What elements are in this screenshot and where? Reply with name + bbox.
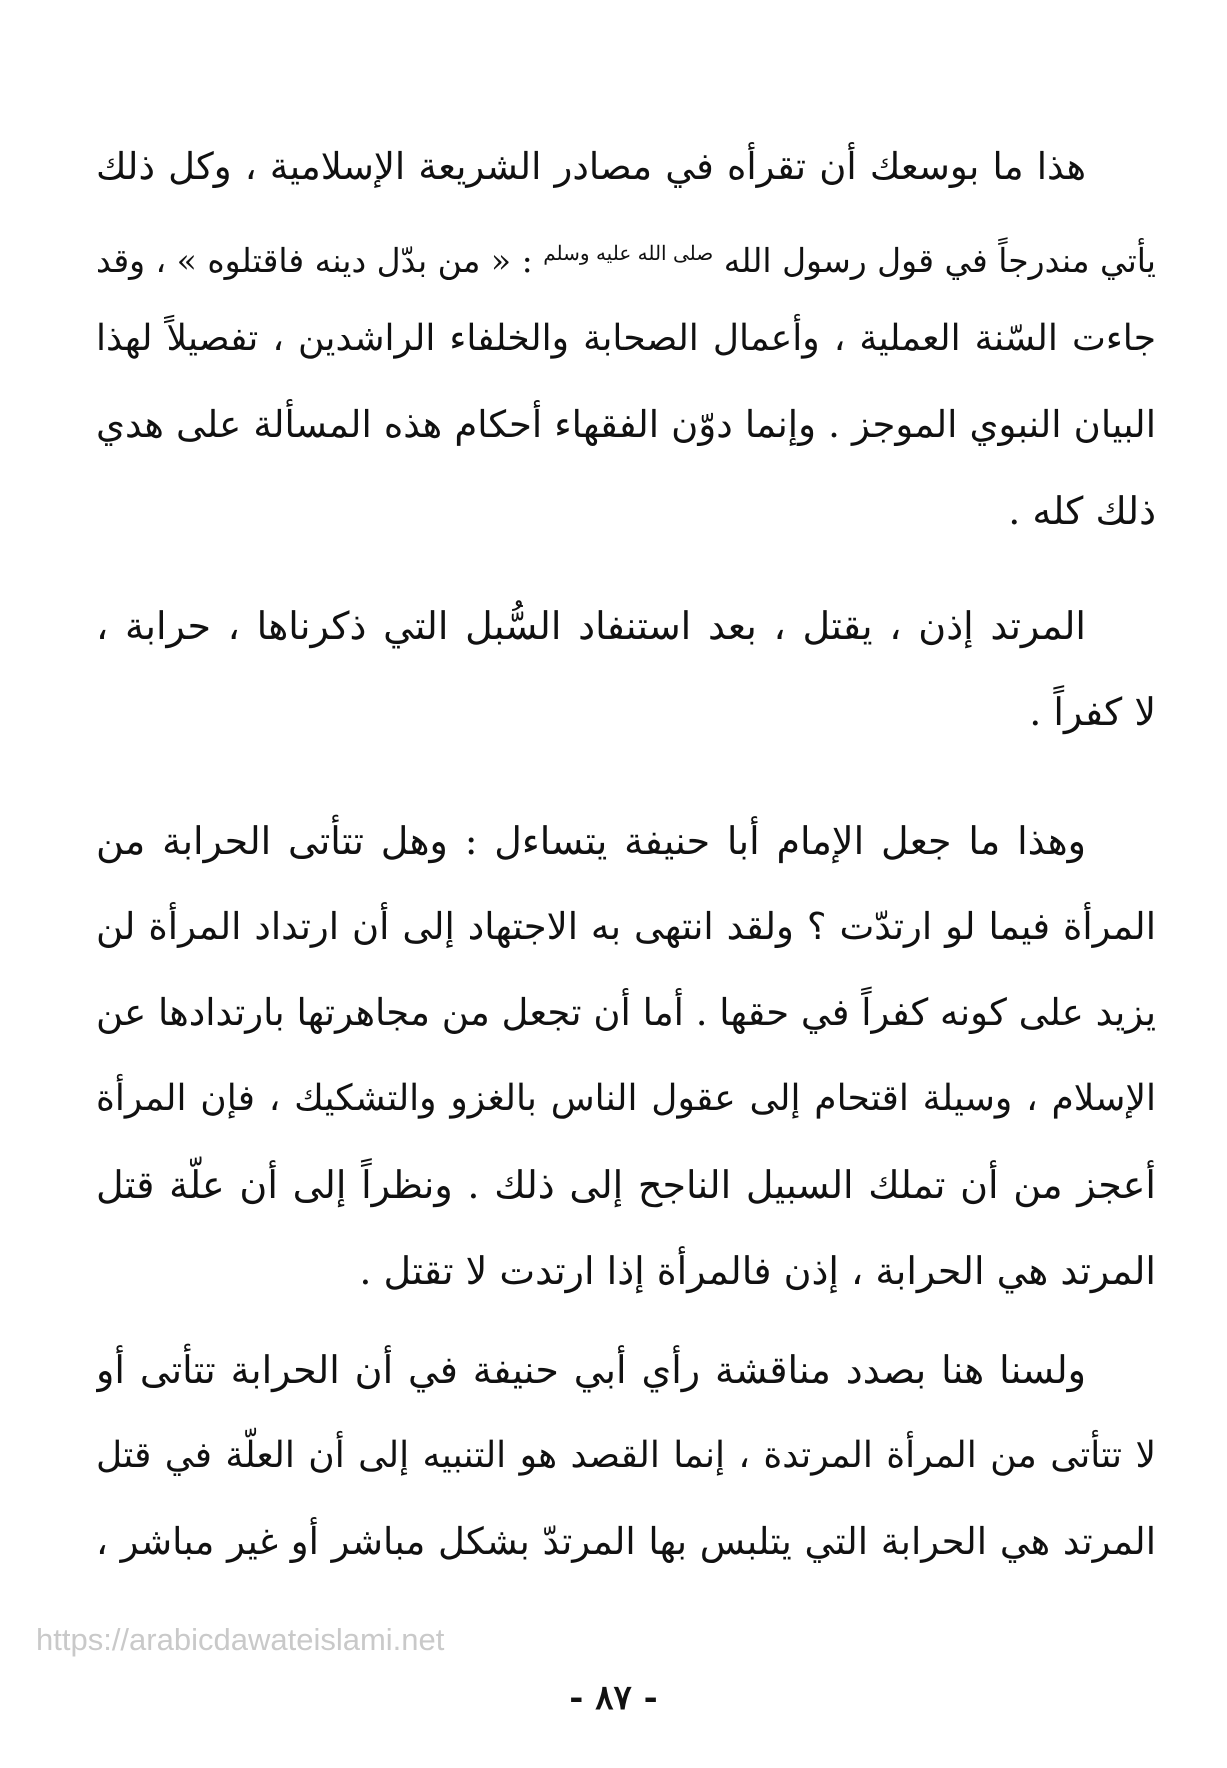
text-line: ذلك كله . [1008,489,1156,533]
text-line: المرأة فيما لو ارتدّت ؟ ولقد انتهى به الاجتهاد إلى أن ارتداد المرأة لن [96,905,1156,948]
paragraph-3 [96,798,1156,1314]
text-segment: يأتي مندرجاً في قول رسول الله [723,241,1156,280]
text-line: لا كفراً . [1029,690,1156,734]
paragraph-4 [96,1327,1156,1585]
text-line: ولسنا هنا بصدد مناقشة رأي أبي حنيفة في أن الحرابة تتأتى أو [96,1348,1086,1392]
text-line: المرتد هي الحرابة ، إذن فالمرأة إذا ارتدت لا تقتل . [359,1249,1156,1293]
text-segment: : « من بدّل دينه فاقتلوه » ، وقد [96,241,533,280]
text-line: وهذا ما جعل الإمام أبا حنيفة يتساءل : وهل تتأتى الحرابة من [96,819,1086,863]
salawat-symbol: صلى الله عليه وسلم [543,241,714,265]
watermark-url: https://arabicdawateislami.net [36,1622,445,1657]
text-line: أعجز من أن تملك السبيل الناجح إلى ذلك . ونظراً إلى أن علّة قتل [96,1163,1156,1207]
text-line: هذا ما بوسعك أن تقرأه في مصادر الشريعة الإسلامية ، وكل ذلك [96,145,1086,188]
text-line: جاءت السّنة العملية ، وأعمال الصحابة والخلفاء الراشدين ، تفصيلاً لهذا [96,318,1156,359]
paragraph-1 [96,124,1156,554]
text-line: الإسلام ، وسيلة اقتحام إلى عقول الناس بالغزو والتشكيك ، فإن المرأة [96,1078,1156,1119]
text-line-with-salawat [96,210,1156,296]
text-line: يزيد على كونه كفراً في حقها . أما أن تجعل من مجاهرتها بارتدادها عن [96,991,1156,1034]
paragraph-2 [96,583,1156,755]
text-line: البيان النبوي الموجز . وإنما دوّن الفقهاء أحكام هذه المسألة على هدي [96,403,1156,446]
text-line: المرتد هي الحرابة التي يتلبس بها المرتدّ بشكل مباشر أو غير مباشر ، [96,1520,1156,1563]
text-line: لا تتأتى من المرأة المرتدة ، إنما القصد هو التنبيه إلى أن العلّة في قتل [96,1435,1156,1476]
text-line: المرتد إذن ، يقتل ، بعد استنفاد السُّبل التي ذكرناها ، حرابة ، [96,604,1086,648]
page-number: - ٨٧ - [569,1678,658,1718]
